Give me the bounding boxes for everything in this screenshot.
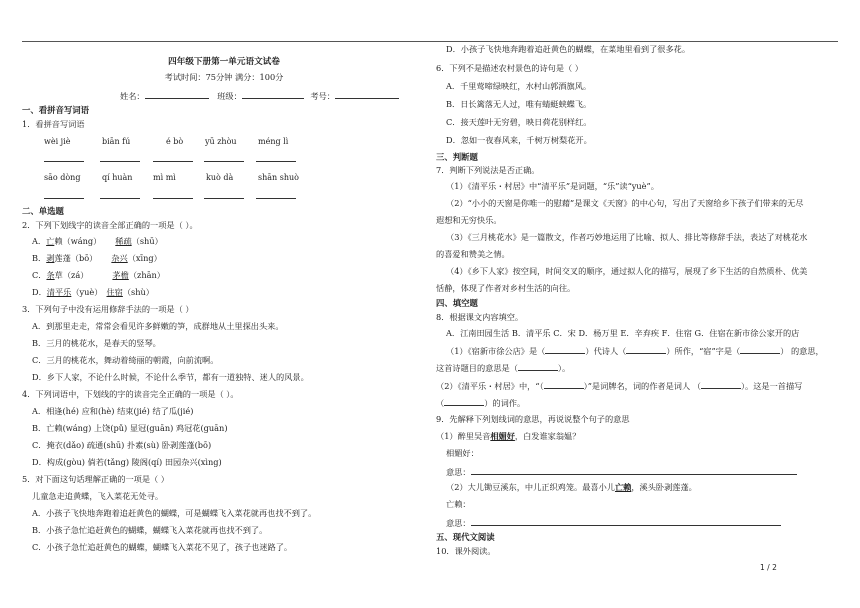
judge-item-cont: 遐想和无穷快乐。 [436,215,502,225]
question-8: 8．根据课文内容填空。 [436,312,524,322]
sentence-text: ，白发谁家翁媪？ [514,431,581,441]
number-field[interactable] [335,89,399,99]
answer-blank[interactable] [44,161,84,162]
q5-option-b[interactable]: B．小孩子急忙追赶黄色的蝴蝶，蝴蝶飞入菜花就再也找不到了。 [32,525,268,535]
sentence-text: （2）大儿锄豆溪东，中儿正织鸡笼。最喜小儿 [446,482,615,492]
section-4-heading: 四、填空题 [436,298,478,308]
q9-1-word-line [446,448,479,459]
fill-blank[interactable] [701,379,741,389]
q5-quote: 儿童急走追黄蝶，飞入菜花无处寻。 [32,491,164,501]
answer-blank[interactable] [153,161,193,162]
q5-option-c[interactable]: C．小孩子急忙追赶黄色的蝴蝶，蝴蝶飞入菜花不见了，孩子也迷路了。 [32,542,293,552]
fill-text: ）代诗人（ [585,346,627,356]
q6-option-d[interactable]: D．忽如一夜春风来，千树万树梨花开。 [446,135,592,145]
option-text: （yuè） [71,287,103,297]
pinyin-item: shān shuò [258,173,299,182]
q4-option-b[interactable]: B．亡赖(wáng) 上饶(pǔ) 显冠(guān) 鸡冠花(guān) [32,423,228,433]
fill-text: ）。 [557,363,571,373]
q6-option-c[interactable]: C．接天莲叶无穷碧，映日荷花别样红。 [446,117,592,127]
answer-blank[interactable] [100,161,140,162]
student-info-row [120,89,399,102]
q9-2-word-line [446,499,471,510]
top-rule [22,41,838,42]
sentence-text: （1）醉里吴音 [436,431,491,441]
answer-blank[interactable] [100,198,140,199]
underlined-word: 稀疏 [115,236,132,246]
underlined-word: 条 [46,270,55,280]
judge-item: （4）《乡下人家》按空间，时间交叉的顺序，通过拟人化的描写，展现了乡下生活的自然质朴、优美 [446,266,808,276]
q6-option-a[interactable]: A．千里莺啼绿映红，水村山郭酒旗风。 [446,81,592,91]
question-6: 6．下列不是描述农村景色的诗句是（ ） [436,63,583,73]
pinyin-item: mì mì [153,173,176,182]
fill-blank[interactable] [740,344,780,354]
option-text: （shū） [131,236,163,246]
fill-text: （ [436,398,445,408]
answer-blank[interactable] [256,161,296,162]
option-label: C． [32,270,47,280]
q6-option-b[interactable]: B．日长篱落无人过，唯有蜻蜓蛱蝶飞。 [446,99,592,109]
fill-blank[interactable] [545,344,585,354]
answer-label: 意思： [446,518,471,528]
fill-text: （2）《清平乐・村居》中，“（ [436,381,544,391]
underlined-word: 剥 [46,253,55,263]
q3-option-d[interactable]: D．乡下人家，不论什么时候，不论什么季节，都有一道独特、迷人的风景。 [32,372,309,382]
q8-1-cont [436,361,570,374]
q3-option-c[interactable]: C．三月的桃花水，舞动着绮丽的朝霞，向前流啊。 [32,355,219,365]
meaning-blank[interactable] [471,465,797,475]
q9-2-sentence [446,482,697,493]
answer-label: 亡赖： [446,499,471,509]
question-1: 1．看拼音写词语 [22,119,85,129]
option-text: 草（zá） [54,270,89,280]
answer-blank[interactable] [256,198,296,199]
underlined-word: 亡赖 [614,482,632,492]
section-5-heading: 五、现代文阅读 [436,532,495,542]
section-1-heading: 一、看拼音写词语 [22,105,89,115]
question-5: 5．对下面这句话理解正确的一项是（ ） [22,474,169,484]
answer-label: 意思： [446,467,471,477]
section-2-heading: 二、单选题 [22,206,64,216]
q8-2-cont [436,396,525,409]
fill-blank[interactable] [626,344,666,354]
fill-text: ）”是词牌名，词的作者是词人 （ [583,381,701,391]
q3-option-b[interactable]: B．三月的桃花水，是春天的竖琴。 [32,338,161,348]
pinyin-item: yū zhòu [205,137,237,146]
class-field[interactable] [242,89,304,99]
answer-label: 相媚好： [446,448,479,458]
fill-text: ）。这是一首描写 [740,381,803,391]
name-field[interactable] [145,89,209,99]
q5-option-a[interactable]: A．小孩子飞快地奔跑着追赶黄色的蝴蝶，可是蝴蝶飞入菜花就再也找不到了。 [32,508,317,518]
fill-blank[interactable] [444,396,484,406]
fill-blank[interactable] [544,379,584,389]
q8-2-line [436,379,802,392]
exam-info: 考试时间：75分钟 满分：100分 [164,72,284,82]
underlined-word: 住宿 [106,287,123,297]
underlined-word: 杂兴 [111,253,128,263]
option-label: D． [32,287,47,297]
q2-option-d[interactable] [32,287,154,298]
pinyin-item: biān fú [102,137,131,146]
question-9: 9．先解释下列划线词的意思，再说说整个句子的意思 [436,414,630,424]
q9-1-sentence [436,431,580,442]
question-10: 10．课外阅读。 [436,546,496,556]
underlined-word: 清平乐 [46,287,72,297]
number-label: 考号： [310,91,335,101]
fill-text: ）的词作。 [484,398,526,408]
q9-1-meaning-line [446,465,797,478]
fill-text: ）所作，“宿”字是（ [666,346,741,356]
option-text: （xīng） [127,253,162,263]
option-text: （shù） [122,287,154,297]
class-label: 班级： [217,91,242,101]
page-title: 四年级下册第一单元语文试卷 [168,57,280,67]
answer-blank[interactable] [44,198,84,199]
answer-blank[interactable] [204,161,244,162]
underlined-word: 亡 [46,236,55,246]
judge-item: （1）《清平乐・村居》中“清平乐”是词题，“乐”读“yuè”。 [446,181,659,191]
q4-option-a[interactable]: A．相逢(hé) 应和(hè) 结束(jié) 结了瓜(jié) [32,406,194,416]
q5-option-d[interactable]: D．小孩子飞快地奔跑着追赶黄色的蝴蝶，在菜地里看到了很多花。 [446,44,691,54]
pinyin-item: sāo dòng [44,173,81,182]
judge-item: （3）《三月桃花水》是一篇散文，作者巧妙地运用了比喻、拟人、排比等修辞手法，表达了对桃花水 [446,232,808,242]
fill-text: （1）《宿新市徐公店》是（ [446,346,546,356]
fill-text: ） 的意思， [780,346,824,356]
q4-option-d[interactable]: D．构成(gòu) 倘若(tǎng) 陵阁(qí) 田园杂兴(xìng) [32,457,222,467]
question-7: 7．判断下列说法是否正确。 [436,165,540,175]
question-4: 4．下列词语中，下划线的字的读音完全正确的一项是（ ）。 [22,389,239,399]
pinyin-item: é bò [166,137,184,146]
question-2: 2．下列下划线字的读音全部正确的一项是（ ）。 [22,220,198,230]
q4-option-c[interactable]: C．掩衣(dǎo) 疏通(shū) 扑素(sù) 卧剥莲蓬(bō) [32,440,212,450]
question-3: 3．下列句子中没有运用修辞手法的一项是（ ） [22,304,194,314]
q8-options: A．江南田园生活 B．清平乐 C．宋 D．杨万里 E．辛弃疾 F．住宿 G．住宿在新市徐公家开的店 [446,328,800,338]
q3-option-a[interactable]: A．到那里走走，常常会看见许多鲜嫩的笋，成群地从土里探出头来。 [32,321,284,331]
judge-item: （2）“小小的天窗是你唯一的慰藉”是课文《天窗》的中心句，写出了天窗给乡下孩子们带来的无尽 [446,198,804,208]
option-text: （zhān） [128,270,165,280]
option-text: 莲蓬（bō） [54,253,98,263]
q2-option-c[interactable] [32,270,165,281]
answer-blank[interactable] [204,198,244,199]
pinyin-item: qí huàn [102,173,133,182]
q2-option-b[interactable] [32,253,162,264]
pinyin-item: kuò dà [206,173,234,182]
section-3-heading: 三、判断题 [436,152,478,162]
judge-item-cont: 恬静，体现了作者对乡村生活的向往。 [436,283,576,293]
meaning-blank[interactable] [471,516,781,526]
q8-1-line [446,344,824,357]
pinyin-item: méng lì [258,137,289,146]
option-label: A． [32,236,47,246]
judge-item-cont: 的喜爱和赞美之情。 [436,249,510,259]
option-label: B． [32,253,47,263]
q2-option-a[interactable] [32,236,163,247]
fill-blank[interactable] [518,361,558,371]
underlined-word: 茅檐 [112,270,129,280]
fill-text: 这首诗题目的意思是（ [436,363,518,373]
sentence-text: ，溪头卧剥莲蓬。 [631,482,697,492]
page-number: 1 / 2 [760,563,777,572]
answer-blank[interactable] [153,198,193,199]
underlined-word: 相媚好 [490,431,515,441]
name-label: 姓名： [120,91,145,101]
q9-2-meaning-line [446,516,781,529]
option-text: 赖（wáng） [54,236,102,246]
pinyin-item: wèi jiè [44,137,71,146]
